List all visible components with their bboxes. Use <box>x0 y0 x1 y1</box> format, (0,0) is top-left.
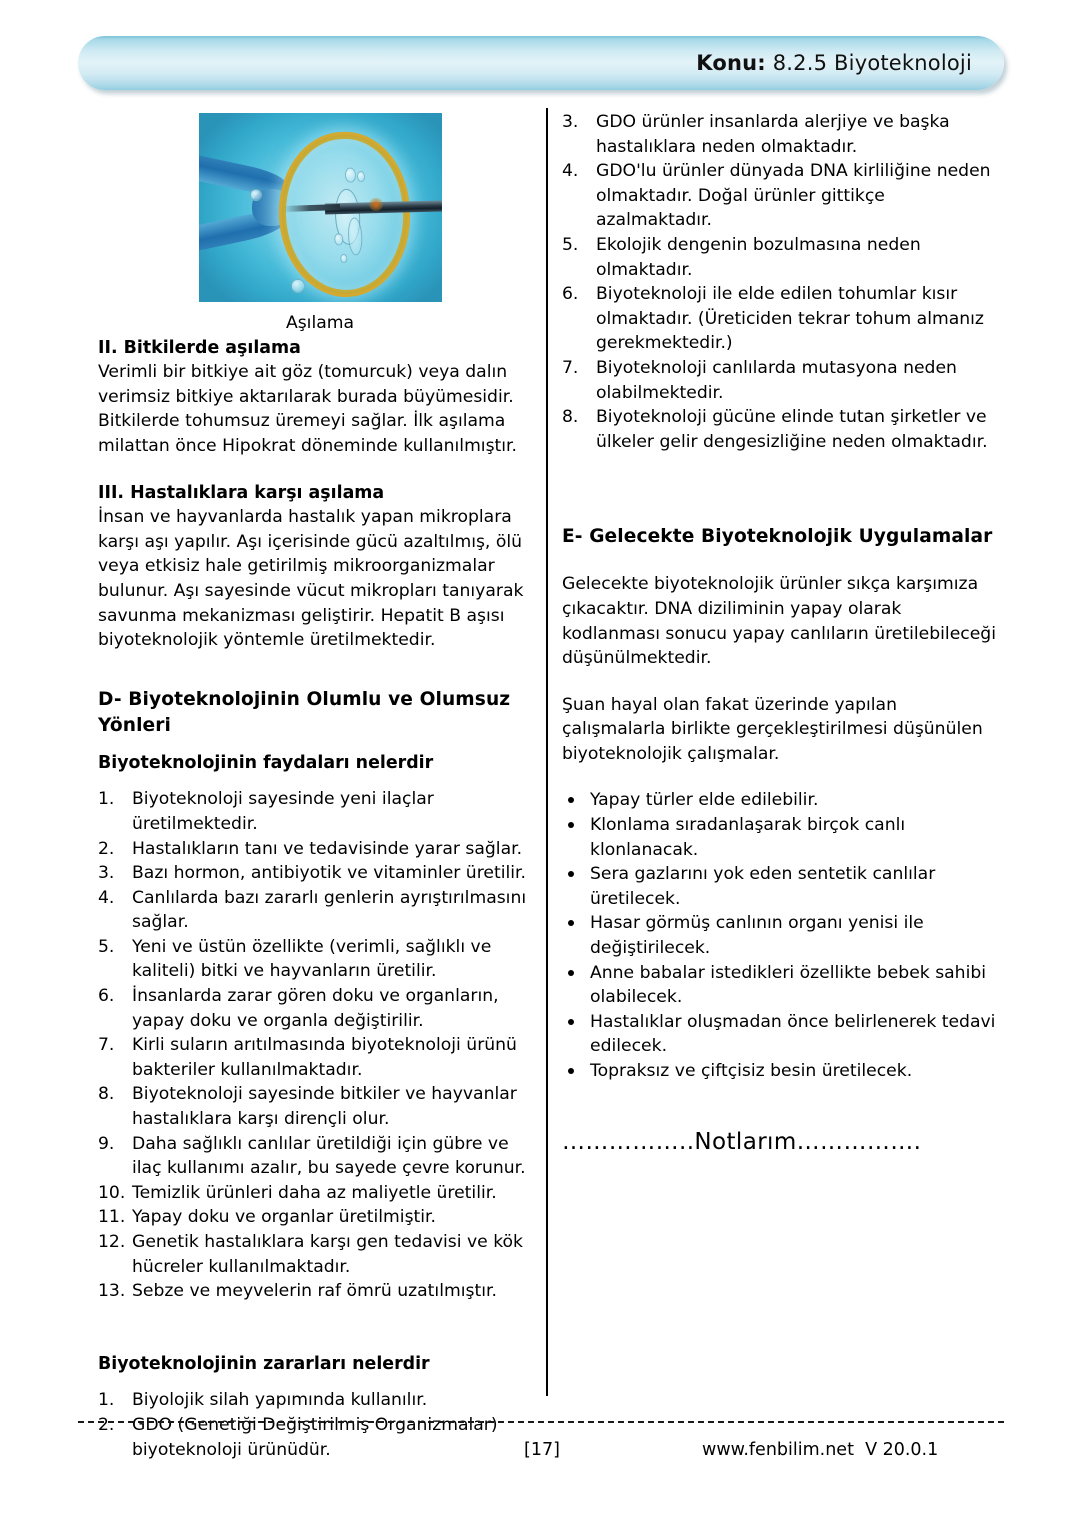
list-item-number: 12. <box>98 1232 126 1252</box>
list-item-number: 3. <box>562 112 579 132</box>
vacuole-bubble <box>344 167 356 183</box>
nucleus <box>333 188 361 246</box>
list-item-text: Biyoteknoloji canlılarda mutasyona neden olabilmektedir. <box>596 357 957 403</box>
list-item-text: Biyoteknoloji sayesinde bitkiler ve hayvanlar hastalıklara karşı dirençli olur. <box>132 1084 517 1130</box>
list-item-text: GDO (Genetiği Değiştirilmiş Organizmalar) biyoteknoloji ürünüdür. <box>132 1414 498 1460</box>
harms-continued-list <box>562 110 1004 454</box>
list-item-text: Yeni ve üstün özellikte (verimli, sağlıklı ve kaliteli) bitki ve hayvanların üretilir. <box>132 936 492 982</box>
list-item-text: Biyolojik silah yapımında kullanılır. <box>132 1390 428 1411</box>
bullet-icon <box>568 1019 574 1025</box>
list-item-text: GDO'lu ürünler dünyada DNA kirliliğine neden olmaktadır. Doğal ürünler gittikçe azalmaktadır. <box>596 161 991 231</box>
benefits-list <box>98 787 542 1303</box>
footer-site-version: www.fenbilim.net V 20.0.1 <box>702 1440 939 1460</box>
list-item-text: Hastalıklar oluşmadan önce belirlenerek tedavi edilecek. <box>590 1011 996 1057</box>
topic-label: Konu: <box>696 51 766 75</box>
page-header <box>78 36 1004 90</box>
paragraph-bitkilerde-asilama-2: Bitkilerde tohumsuz üremeyi sağlar. İlk aşılama milattan önce Hipokrat döneminde kullanılmıştır. <box>98 411 518 456</box>
list-item-text: Canlılarda bazı zararlı genlerin ayrıştırılmasını sağlar. <box>132 887 527 933</box>
list-item-text: Hastalıkların tanı ve tedavisinde yarar sağlar. <box>132 838 523 859</box>
vacuole-bubble <box>340 254 347 264</box>
list-item <box>562 282 1004 356</box>
list-item-text: İnsanlarda zarar gören doku ve organların, yapay doku ve organla değiştirilir. <box>132 986 499 1031</box>
list-item-number: 6. <box>98 986 115 1007</box>
page-number: [17] <box>524 1440 560 1460</box>
list-item <box>98 837 542 862</box>
list-item-text: Sera gazlarını yok eden sentetik canlılar üretilecek. <box>590 864 936 909</box>
list-item <box>562 159 1004 233</box>
list-item-text: Biyoteknoloji sayesinde yeni ilaçlar üretilmektedir. <box>132 789 434 834</box>
paragraph-gelecekte-1: Gelecekte biyoteknolojik ürünler sıkça karşımıza çıkacaktır. DNA diziliminin yapay olarak kodlanması sonucu yapay canlıların üretilebileceği düşünülmektedir. <box>562 574 996 669</box>
list-item <box>98 1082 542 1131</box>
list-item <box>562 405 1004 454</box>
list-item <box>562 961 1004 1010</box>
paragraph-bitkilerde-asilama-1: Verimli bir bitkiye ait göz (tomurcuk) veya dalın verimsiz bitkiye aktarılarak burada büyümesidir. <box>98 362 514 407</box>
list-item <box>98 1033 542 1082</box>
list-item-number: 5. <box>98 936 115 957</box>
list-item-text: Klonlama sıradanlaşarak birçok canlı klonlanacak. <box>590 815 906 860</box>
list-item-number: 2. <box>98 1414 115 1435</box>
list-item-text: Genetik hastalıklara karşı gen tedavisi ve kök hücreler kullanılmaktadır. <box>132 1232 524 1277</box>
list-item-text: Ekolojik dengenin bozulmasına neden olmaktadır. <box>596 234 921 280</box>
list-item-text: GDO ürünler insanlarda alerjiye ve başka hastalıklara neden olmaktadır. <box>596 112 950 157</box>
bullet-icon <box>568 822 574 828</box>
list-item-text: Anne babalar istedikleri özellikte bebek sahibi olabilecek. <box>590 962 987 1008</box>
topic-value: 8.2.5 Biyoteknoloji <box>772 51 972 75</box>
list-item-text: Yapay türler elde edilebilir. <box>590 790 819 811</box>
background-bubble <box>291 279 305 292</box>
column-divider <box>546 108 548 1396</box>
bullet-icon <box>568 1068 574 1074</box>
list-item <box>98 1132 542 1181</box>
bullet-icon <box>568 920 574 926</box>
list-item <box>98 1279 542 1304</box>
heading-zararlari: Biyoteknolojinin zararları nelerdir <box>98 1353 430 1374</box>
list-item <box>562 788 1004 813</box>
list-item-number: 6. <box>562 284 579 305</box>
section-heading-d: D- Biyoteknolojinin Olumlu ve Olumsuz Yönleri <box>98 688 511 736</box>
list-item-text: Temizlik ürünleri daha az maliyetle üretilir. <box>132 1182 497 1203</box>
list-item-text: Daha sağlıklı canlılar üretildiği için gübre ve ilaç kullanımı azalır, bu sayede çevre korunur. <box>132 1133 526 1179</box>
list-item-text: Kirli suların arıtılmasında biyoteknoloji ürünü bakteriler kullanılmaktadır. <box>132 1035 517 1080</box>
list-item-number: 7. <box>98 1035 115 1056</box>
list-item-number: 11. <box>98 1207 126 1228</box>
list-item-number: 2. <box>98 838 115 859</box>
list-item <box>98 1181 542 1206</box>
list-item-number: 1. <box>98 1390 115 1411</box>
list-item <box>562 1010 1004 1059</box>
list-item-number: 5. <box>562 234 579 255</box>
list-item-number: 13. <box>98 1281 126 1302</box>
list-item <box>562 233 1004 282</box>
list-item-text: Hasar görmüş canlının organı yenisi ile değiştirilecek. <box>590 913 924 959</box>
heading-bitkilerde-asilama: II. Bitkilerde aşılama <box>98 337 301 358</box>
list-item-text: Bazı hormon, antibiyotik ve vitaminler üretilir. <box>132 863 526 884</box>
list-item-text: Biyoteknoloji ile elde edilen tohumlar kısır olmaktadır. (Üreticiden tekrar tohum almanız gerekmektedir.) <box>596 284 984 354</box>
page-title <box>696 51 972 75</box>
list-item-number: 8. <box>98 1084 115 1105</box>
heading-hastaliklara-karsi-asilama: III. Hastalıklara karşı aşılama <box>98 482 385 503</box>
list-item-number: 9. <box>98 1133 115 1154</box>
bullet-icon <box>568 871 574 877</box>
list-item <box>98 1388 542 1413</box>
list-item <box>98 1230 542 1279</box>
left-column <box>98 110 542 1462</box>
list-item <box>98 935 542 984</box>
list-item-number: 10. <box>98 1182 126 1203</box>
list-item <box>562 911 1004 960</box>
figure-asilama <box>98 113 542 336</box>
future-applications-list <box>562 788 1004 1083</box>
vacuole-bubble <box>357 171 365 182</box>
list-item <box>98 787 542 836</box>
list-item <box>562 1059 1004 1084</box>
list-item <box>98 886 542 935</box>
page-footer <box>78 1440 1004 1470</box>
list-item-text: Topraksız ve çiftçisiz besin üretilecek. <box>590 1061 913 1081</box>
list-item-number: 7. <box>562 357 579 378</box>
list-item-text: Sebze ve meyvelerin raf ömrü uzatılmıştır. <box>132 1281 497 1302</box>
list-item-number: 8. <box>562 407 579 428</box>
list-item-number: 1. <box>98 789 115 810</box>
bullet-icon <box>568 797 574 803</box>
nucleolus <box>346 217 363 256</box>
heading-faydalari: Biyoteknolojinin faydaları nelerdir <box>98 752 434 773</box>
list-item <box>98 1205 542 1230</box>
list-item <box>562 110 1004 159</box>
footer-divider <box>78 1421 1004 1423</box>
vacuole-bubble <box>333 233 343 246</box>
paragraph-gelecekte-2: Şuan hayal olan fakat üzerinde yapılan çalışmalarla birlikte gerçekleştirilmesi düşünülen biyoteknolojik çalışmalar. <box>562 694 983 764</box>
figure-caption: Aşılama <box>285 313 355 333</box>
list-item <box>98 984 542 1033</box>
microinjection-photo <box>199 113 442 302</box>
list-item <box>562 862 1004 911</box>
list-item-text: Biyoteknoloji gücüne elinde tutan şirketler ve ülkeler gelir dengesizliğine neden olmaktadır. <box>596 407 988 452</box>
list-item-text: Yapay doku ve organlar üretilmiştir. <box>132 1207 436 1228</box>
paragraph-hastaliklara-karsi-asilama: İnsan ve hayvanlarda hastalık yapan mikroplara karşı aşı yapılır. Aşı içerisinde gücü azaltılmış, ölü veya etkisiz hale getirilmiş mikroorganizmalar bulunur. Aşı sayesinde vücut mikropları tanıyarak savunma mekanizması geliştirir. Hepatit B aşısı biyoteknolojik yöntemle üretilmektedir. <box>98 507 524 651</box>
right-column <box>562 110 1004 1154</box>
list-item-number: 4. <box>98 887 115 908</box>
notes-label: ……………..Notlarım……………. <box>562 1128 922 1155</box>
list-item <box>98 861 542 886</box>
list-item <box>562 356 1004 405</box>
list-item-number: 3. <box>98 863 115 884</box>
section-heading-e: E- Gelecekte Biyoteknolojik Uygulamalar <box>562 526 993 548</box>
bullet-icon <box>568 970 574 976</box>
list-item-number: 4. <box>562 161 579 182</box>
list-item <box>562 813 1004 862</box>
